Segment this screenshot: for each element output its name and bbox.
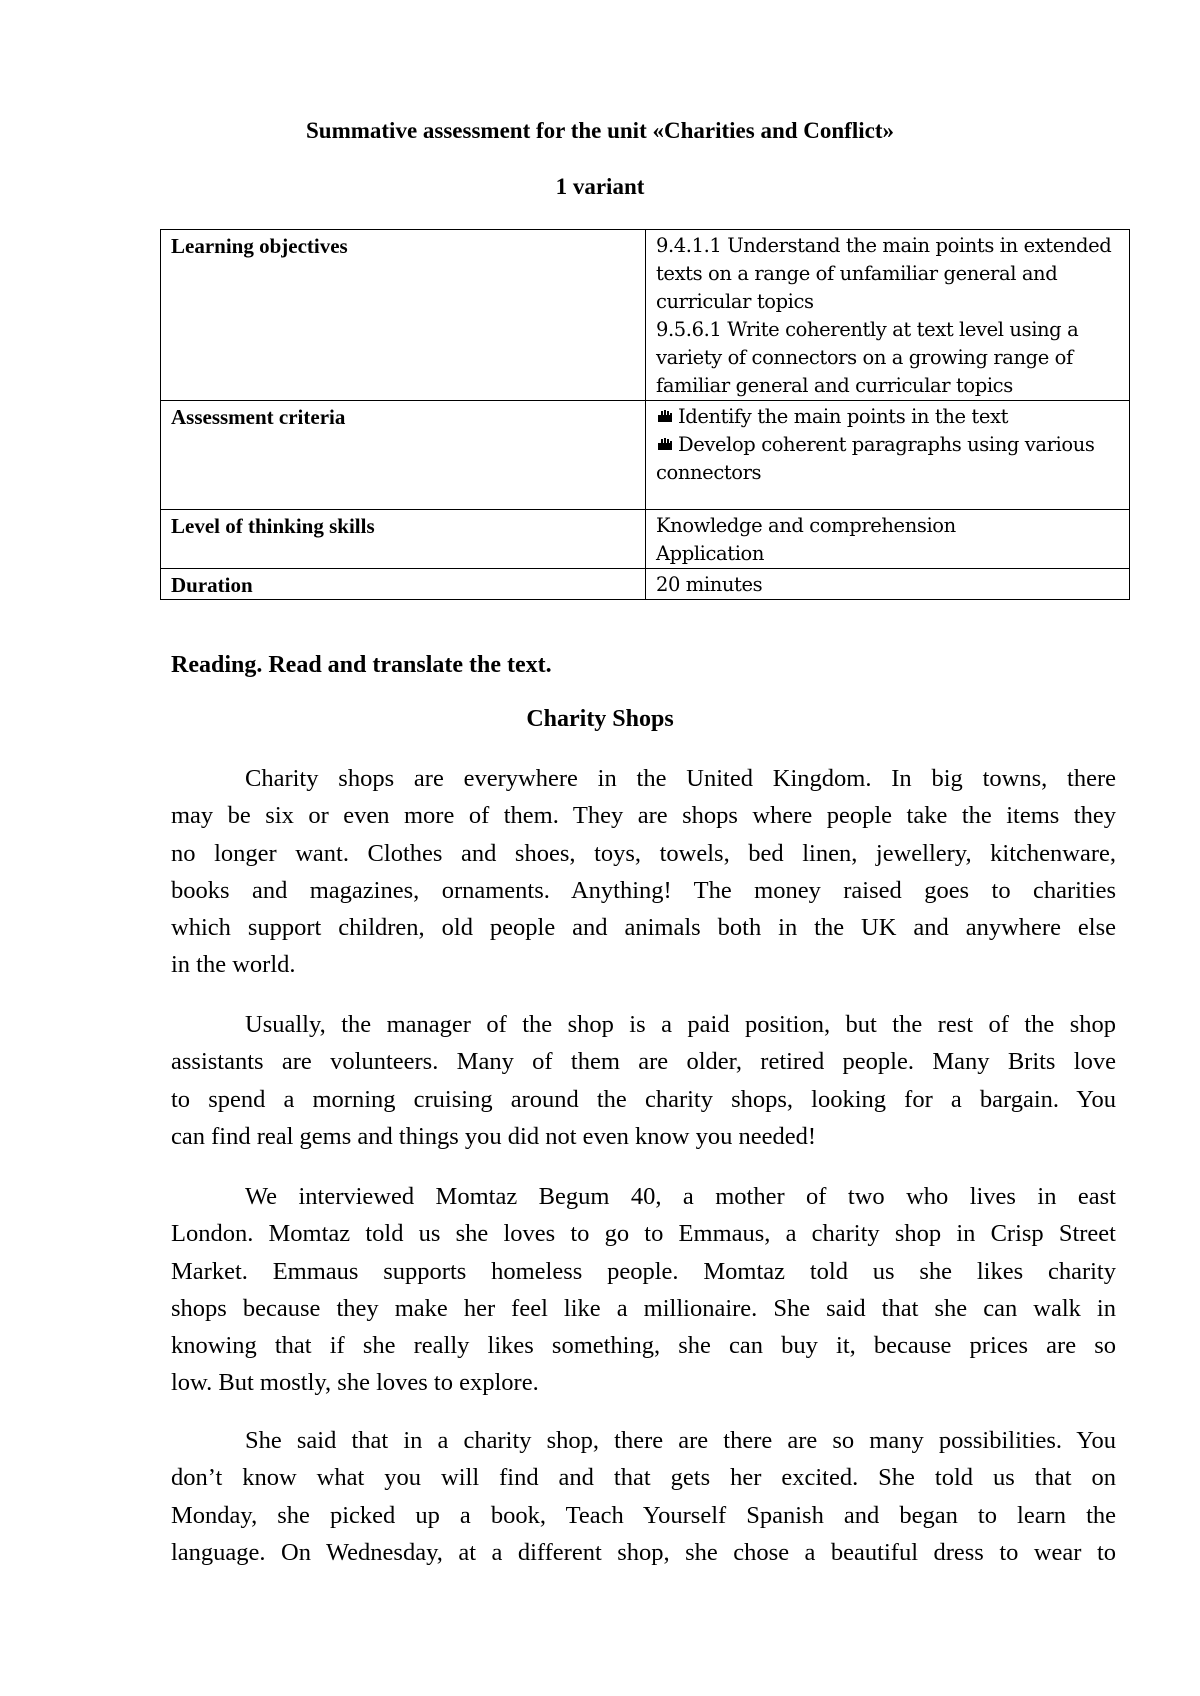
text-line: in the world. [171, 951, 296, 979]
story-title: Charity Shops [526, 706, 674, 732]
text-line: She said that in a charity shop, there are there are so many possibilities. You [245, 1427, 1116, 1454]
text-line: assistants are volunteers. Many of them are older, retired people. Many Brits love [171, 1048, 1116, 1076]
text-line: We interviewed Momtaz Begum 40, a mother of two who lives in east [245, 1183, 1116, 1210]
text-line: Monday, she picked up a book, Teach Yourself Spanish and began to learn the [171, 1501, 1116, 1529]
cell-line: connectors [656, 461, 762, 484]
table-row [161, 510, 1130, 569]
table-label-cell: Duration [161, 569, 646, 600]
text-line: London. Momtaz told us she loves to go to Emmaus, a charity shop in Crisp Street [171, 1220, 1116, 1248]
text-line: can find real gems and things you did not even know you needed! [171, 1122, 817, 1150]
criteria-text: Identify the main points in the text [678, 405, 1009, 428]
cell-line: curricular topics [656, 290, 814, 313]
text-line: don’t know what you will find and that gets her excited. She told us that on [171, 1464, 1116, 1492]
text-line: to spend a morning cruising around the charity shops, looking for a bargain. You [171, 1085, 1116, 1113]
table-value-cell [646, 401, 1130, 510]
cell-line: 9.4.1.1 Understand the main points in extended [656, 234, 1112, 257]
objectives-table [160, 229, 1130, 600]
table-row [161, 569, 1130, 600]
paragraph [171, 1178, 1116, 1402]
text-line: shops because they make her feel like a millionaire. She said that she can walk in [171, 1294, 1116, 1322]
paragraph [171, 1006, 1116, 1155]
paragraph [171, 760, 1116, 984]
cell-line: Application [656, 542, 765, 565]
cell-line: 9.5.6.1 Write coherently at text level using a [656, 318, 1079, 341]
text-line: low. But mostly, she loves to explore. [171, 1369, 539, 1397]
table-label-cell: Assessment criteria [161, 401, 646, 510]
text-line: which support children, old people and animals both in the UK and anywhere else [171, 914, 1116, 942]
cell-line: familiar general and curricular topics [656, 374, 1013, 397]
cell-line: texts on a range of unfamiliar general and [656, 262, 1058, 285]
table-value-cell [646, 230, 1130, 401]
text-line: Market. Emmaus supports homeless people. Momtaz told us she likes charity [171, 1257, 1116, 1285]
cell-line: variety of connectors on a growing range of [656, 346, 1073, 369]
paragraph [171, 1422, 1116, 1571]
variant-label: 1 variant [555, 174, 645, 199]
table-row [161, 230, 1130, 401]
document-title: Summative assessment for the unit «Charities and Conflict» [306, 118, 894, 143]
text-line: Charity shops are everywhere in the United Kingdom. In big towns, there [245, 765, 1116, 792]
table-label-cell: Level of thinking skills [161, 510, 646, 569]
pointing-hand-icon [656, 408, 674, 424]
criteria-bullet [656, 431, 1119, 459]
text-line: no longer want. Clothes and shoes, toys, towels, bed linen, jewellery, kitchenware, [171, 839, 1116, 867]
text-line: knowing that if she really likes something, she can buy it, because prices are so [171, 1332, 1116, 1360]
text-line: may be six or even more of them. They are shops where people take the items they [171, 802, 1116, 830]
text-line: books and magazines, ornaments. Anything! The money raised goes to charities [171, 876, 1116, 904]
table-label-cell: Learning objectives [161, 230, 646, 401]
table-row [161, 401, 1130, 510]
table-value-cell [646, 510, 1130, 569]
text-line: language. On Wednesday, at a different shop, she chose a beautiful dress to wear to [171, 1538, 1116, 1566]
table-value-cell [646, 569, 1130, 600]
cell-line: 20 minutes [656, 573, 763, 596]
criteria-text: Develop coherent paragraphs using various [678, 433, 1095, 456]
text-line: Usually, the manager of the shop is a paid position, but the rest of the shop [245, 1011, 1116, 1038]
reading-heading: Reading. Read and translate the text. [171, 652, 552, 678]
criteria-bullet [656, 403, 1119, 431]
pointing-hand-icon [656, 436, 674, 452]
cell-line: Knowledge and comprehension [656, 514, 956, 537]
